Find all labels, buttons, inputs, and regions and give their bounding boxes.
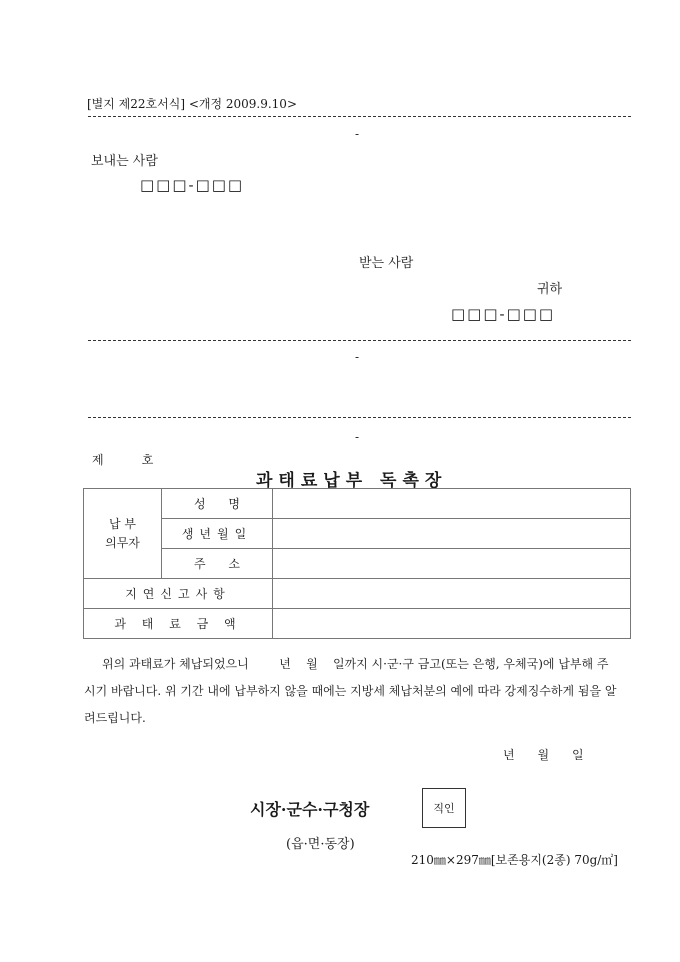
birth-date-value — [273, 519, 631, 549]
notice-paragraph — [84, 651, 632, 732]
recipient-honorific: 귀하 — [537, 282, 563, 297]
sender-postal-code-boxes: □□□-□□□ — [140, 176, 245, 194]
sender-label: 보내는 사람 — [91, 154, 158, 169]
table-row-amount — [84, 609, 631, 639]
separator-mark-3: - — [355, 430, 360, 444]
notice-line-2: 시기 바랍니다. 위 기간 내에 납부하지 않을 때에는 지방세 체납처분의 예에 따라 강제징수하게 됨을 알 — [84, 684, 617, 698]
table-row-name — [84, 489, 631, 519]
obligor-group-label-line1: 납 부 — [109, 516, 136, 531]
address-value — [273, 549, 631, 579]
separator-mark: - — [355, 127, 360, 141]
notice-line-3: 려드립니다. — [84, 711, 146, 725]
obligor-group-cell — [84, 489, 162, 579]
address-label: 주 소 — [162, 549, 273, 579]
official-seal-label: 직인 — [433, 802, 455, 815]
issue-date: 년 월 일 — [503, 748, 584, 762]
fine-amount-label: 과 태 료 금 액 — [84, 609, 273, 639]
table-row-overdue — [84, 579, 631, 609]
issuer-title: 시장·군수·구청장 — [250, 800, 370, 819]
table-row-birth — [84, 519, 631, 549]
birth-date-label: 생년월일 — [162, 519, 273, 549]
fine-amount-value — [273, 609, 631, 639]
lower-dashed-rule — [88, 417, 631, 418]
obligor-group-label-line2: 의무자 — [105, 535, 140, 550]
name-value — [273, 489, 631, 519]
separator-mark-2: - — [355, 350, 360, 364]
table-row-address — [84, 549, 631, 579]
payment-obligor-table — [83, 488, 631, 639]
form-label: [별지 제22호서식] <개정 2009.9.10> — [87, 97, 297, 111]
paper-specification: 210㎜×297㎜[보존용지(2종) 70g/㎡] — [411, 853, 618, 867]
middle-dashed-rule — [88, 340, 631, 341]
recipient-label: 받는 사람 — [359, 256, 414, 271]
document-title: 과태료납부 독촉장 — [256, 471, 448, 491]
overdue-report-label: 지연신고사항 — [84, 579, 273, 609]
top-dashed-rule — [88, 116, 631, 117]
notice-line-1: 위의 과태료가 체납되었으니 년 월 일까지 시·군·구 금고(또는 은행, 우체국)에 납부해 주 — [102, 657, 609, 671]
document-number: 제 호 — [92, 453, 154, 467]
recipient-postal-code-boxes: □□□-□□□ — [451, 305, 556, 323]
issuer-subtitle: (읍·면·동장) — [286, 837, 355, 852]
official-seal-box — [422, 788, 466, 828]
name-label: 성 명 — [162, 489, 273, 519]
overdue-report-value — [273, 579, 631, 609]
